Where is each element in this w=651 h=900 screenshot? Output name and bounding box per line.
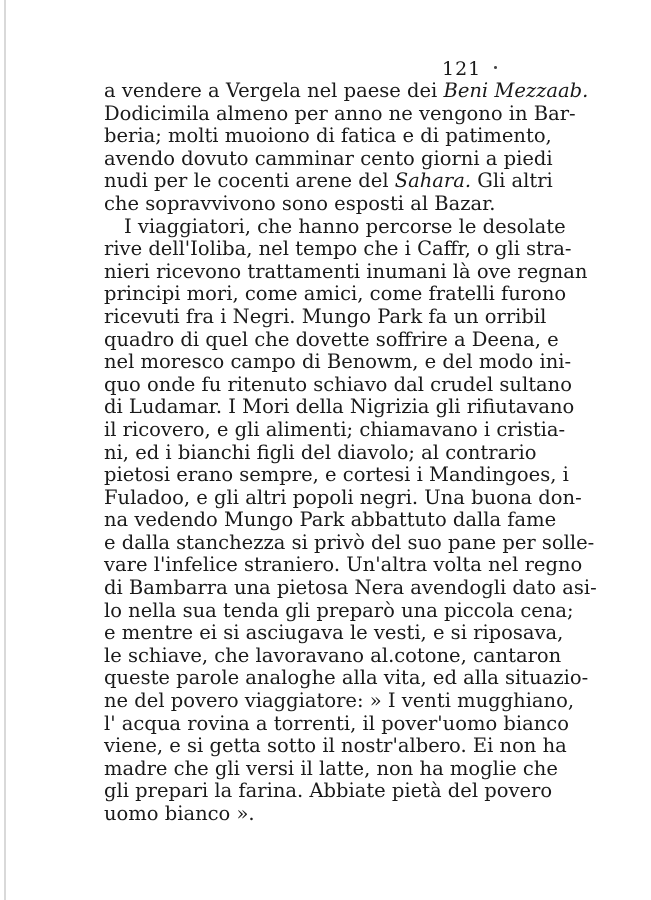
text-line: quo onde fu ritenuto schiavo dal crudel sultano <box>104 372 572 396</box>
text-line: vare l'infelice straniero. Un'altra volta nel regno <box>104 553 583 577</box>
text-line: il ricovero, e gli alimenti; chiamavano i cristia- <box>104 417 566 441</box>
page-edge <box>4 0 6 900</box>
text-line: ricevuti fra i Negri. Mungo Park fa un orribil <box>104 304 547 328</box>
text-line: I viaggiatori, che hanno percorse le desolate <box>124 214 566 238</box>
ink-speck <box>494 66 497 69</box>
text-line: che sopravvivono sono esposti al Bazar. <box>104 191 496 215</box>
italic-term: Sahara. <box>394 169 472 193</box>
text-line: nudi per le cocenti arene del Sahara. Gli altri <box>104 169 553 193</box>
text-line: lo nella sua tenda gli preparò una piccola cena; <box>104 598 574 622</box>
text-line: queste parole analoghe alla vita, ed alla situazio- <box>104 666 589 690</box>
text-line: pietosi erano sempre, e cortesi i Mandingoes, i <box>104 463 569 487</box>
text-line: ne del povero viaggiatore: » I venti mugghiano, <box>104 689 575 713</box>
text-line: l' acqua rovina a torrenti, il pover'uomo bianco <box>104 711 569 735</box>
text-line: nel moresco campo di Benowm, e del modo ini- <box>104 350 572 374</box>
text-line: ni, ed i bianchi figli del diavolo; al contrario <box>104 440 537 464</box>
text-line: Dodicimila almeno per anno ne vengono in Bar- <box>104 101 576 125</box>
italic-term: Beni Mezzaab. <box>443 79 589 102</box>
text-line: uomo bianco ». <box>104 802 255 825</box>
text-line: principi mori, come amici, come fratelli furono <box>104 282 567 306</box>
text-line: e dalla stanchezza si privò del suo pane per solle- <box>104 530 595 554</box>
text-line: e mentre ei si asciugava le vesti, e si riposava, <box>104 621 564 645</box>
text-line: rive dell'Ioliba, nel tempo che i Caffr, o gli stra- <box>104 237 572 261</box>
text-line: avendo dovuto camminar cento giorni a piedi <box>104 146 553 170</box>
text-line: di Ludamar. I Mori della Nigrizia gli rifiutavano <box>104 395 575 419</box>
text-line: Fuladoo, e gli altri popoli negri. Una buona don- <box>104 485 582 509</box>
text-line: na vedendo Mungo Park abbattuto dalla fame <box>104 508 557 532</box>
text-line: di Bambarra una pietosa Nera avendogli dato asi- <box>104 576 597 600</box>
text-line: madre che gli versi il latte, non ha moglie che <box>104 756 558 780</box>
text-line: viene, e si getta sotto il nostr'albero. Ei non ha <box>104 734 567 758</box>
text-line: nieri ricevono trattamenti inumani là ove regnan <box>104 259 588 283</box>
text-line: beria; molti muoiono di fatica e di patimento, <box>104 124 552 148</box>
body-text <box>104 79 597 826</box>
text-line: gli prepari la farina. Abbiate pietà del povero <box>104 779 553 803</box>
page-number: 121 <box>442 58 482 80</box>
text-line: a vendere a Vergela nel paese dei Beni Mezzaab. <box>104 79 589 102</box>
text-line: quadro di quel che dovette soffrire a Deena, e <box>104 327 559 351</box>
text-line: le schiave, che lavoravano al.cotone, cantaron <box>104 643 562 667</box>
